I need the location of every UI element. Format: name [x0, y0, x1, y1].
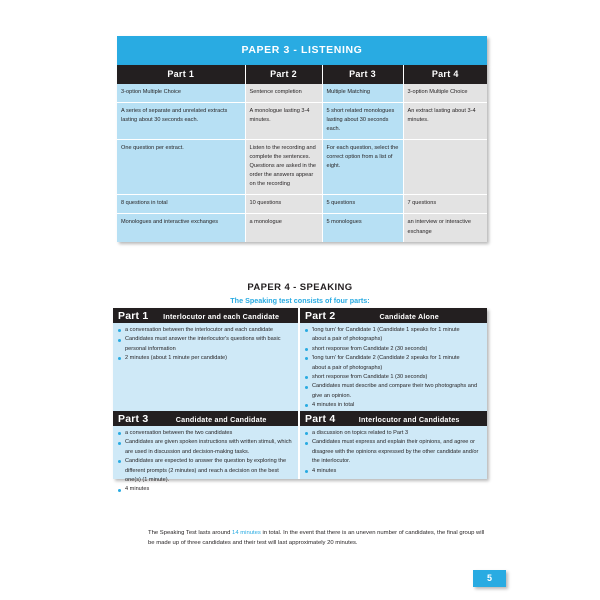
listening-cell: 8 questions in total [117, 195, 245, 214]
list-item: Candidates must answer the interlocutor's questions with basic personal information [118, 335, 294, 354]
list-item-continuation: about a pair of photographs) [312, 364, 383, 371]
listening-cell: 3-option Multiple Choice [403, 84, 487, 103]
listening-cell: 10 questions [245, 195, 322, 214]
list-item: 4 minutes [305, 467, 483, 476]
list-item: 'long turn' for Candidate 2 (Candidate 2 speaks for 1 minute [305, 354, 483, 363]
speaking-part-3-bullets [118, 429, 294, 495]
speaking-part-1-bullets [118, 326, 294, 364]
list-item: 4 minutes [118, 485, 294, 494]
table-row [117, 140, 487, 195]
list-item: a conversation between the two candidates [118, 429, 294, 438]
speaking-part-2-title: Candidate Alone [379, 312, 439, 321]
speaking-part-1-title: Interlocutor and each Candidate [163, 312, 280, 321]
list-item: 4 minutes in total [305, 401, 483, 410]
table-row [117, 214, 487, 242]
speaking-part-1-header [113, 308, 298, 323]
listening-cell [403, 140, 487, 195]
listening-cell: For each question, select the correct option from a list of eight. [322, 140, 403, 195]
speaking-part-4 [300, 411, 487, 479]
speaking-duration-note [148, 528, 488, 549]
listening-cell: One question per extract. [117, 140, 245, 195]
note-text-after: in total. In the event that there is an uneven number of candidates, the final group will be made up of three candidates and their test will last approximately 20 minutes. [148, 530, 485, 547]
list-item: short response from Candidate 1 (30 seconds) [305, 373, 483, 382]
listening-banner: PAPER 3 - LISTENING [117, 36, 487, 65]
list-item-continuation: about a pair of photographs) [312, 336, 383, 343]
speaking-row-bottom [113, 411, 487, 493]
speaking-part-1-number: Part 1 [118, 310, 149, 322]
listening-cell: Sentence completion [245, 84, 322, 103]
listening-cell: a monologue [245, 214, 322, 242]
list-item: Candidates are given spoken instructions with written stimuli, which are used in discussion and decision-making tasks. [118, 438, 294, 457]
table-row [117, 84, 487, 103]
speaking-parts-block [113, 308, 487, 493]
listening-table-block [117, 36, 487, 242]
listening-cell: an interview or interactive exchange [403, 214, 487, 242]
speaking-part-4-bullets [305, 429, 483, 476]
listening-cell: A series of separate and unrelated extracts lasting about 30 seconds each. [117, 103, 245, 140]
speaking-part-2-header [300, 308, 487, 323]
speaking-part-3 [113, 411, 300, 493]
speaking-part-3-header [113, 411, 298, 426]
table-row [117, 103, 487, 140]
speaking-part-4-body [300, 426, 487, 479]
listening-col-header-4: Part 4 [403, 65, 487, 84]
speaking-part-2-bullets [305, 326, 483, 411]
speaking-part-1-body [113, 323, 298, 411]
note-text-before: The Speaking Test lasts around [148, 530, 233, 536]
speaking-part-4-header [300, 411, 487, 426]
speaking-part-2-number: Part 2 [305, 310, 336, 322]
page-title: PAPER 4 - SPEAKING [247, 282, 353, 293]
speaking-subtitle: The Speaking test consists of four parts: [230, 296, 370, 305]
listening-col-header-1: Part 1 [117, 65, 245, 84]
speaking-part-4-number: Part 4 [305, 413, 336, 425]
listening-cell: 7 questions [403, 195, 487, 214]
speaking-part-1 [113, 308, 300, 411]
table-row [117, 195, 487, 214]
listening-cell: An extract lasting about 3-4 minutes. [403, 103, 487, 140]
listening-cell: Listen to the recording and complete the sentences. Questions are asked in the order the answers appear on the recording [245, 140, 322, 195]
listening-cell: 3-option Multiple Choice [117, 84, 245, 103]
list-item: a conversation between the interlocutor and each candidate [118, 326, 294, 335]
listening-col-header-3: Part 3 [322, 65, 403, 84]
speaking-row-top [113, 308, 487, 411]
list-item: Candidates must describe and compare their two photographs and give an opinion. [305, 382, 483, 401]
listening-cell: 5 questions [322, 195, 403, 214]
list-item: 2 minutes (about 1 minute per candidate) [118, 354, 294, 363]
listening-cell: 5 monologues [322, 214, 403, 242]
speaking-part-3-body [113, 426, 298, 493]
listening-cell: Monologues and interactive exchanges [117, 214, 245, 242]
listening-cell: A monologue lasting 3-4 minutes. [245, 103, 322, 140]
page-number: 5 [486, 573, 492, 583]
speaking-part-2 [300, 308, 487, 411]
listening-cell: Multiple Matching [322, 84, 403, 103]
list-item: Candidates must express and explain their opinions, and agree or disagree with the opinions expressed by the other candidate and/or the interlocutor. [305, 438, 483, 466]
page-number-badge [473, 570, 506, 587]
speaking-part-3-number: Part 3 [118, 413, 149, 425]
listening-cell: 5 short related monologues lasting about 30 seconds each. [322, 103, 403, 140]
list-item: 'long turn' for Candidate 1 (Candidate 1 speaks for 1 minute [305, 326, 483, 335]
listening-table [117, 65, 487, 242]
list-item: Candidates are expected to answer the question by exploring the different prompts (2 minutes) and reach a decision on the best one(s) (1 minute). [118, 457, 294, 485]
speaking-part-3-title: Candidate and Candidate [175, 415, 267, 424]
note-highlight: 14 minutes [232, 530, 261, 536]
speaking-part-4-title: Interlocutor and Candidates [358, 415, 460, 424]
speaking-part-2-body [300, 323, 487, 411]
list-item: a discussion on topics related to Part 3 [305, 429, 483, 438]
listening-table-header-row [117, 65, 487, 84]
listening-col-header-2: Part 2 [245, 65, 322, 84]
list-item: short response from Candidate 2 (30 seconds) [305, 345, 483, 354]
